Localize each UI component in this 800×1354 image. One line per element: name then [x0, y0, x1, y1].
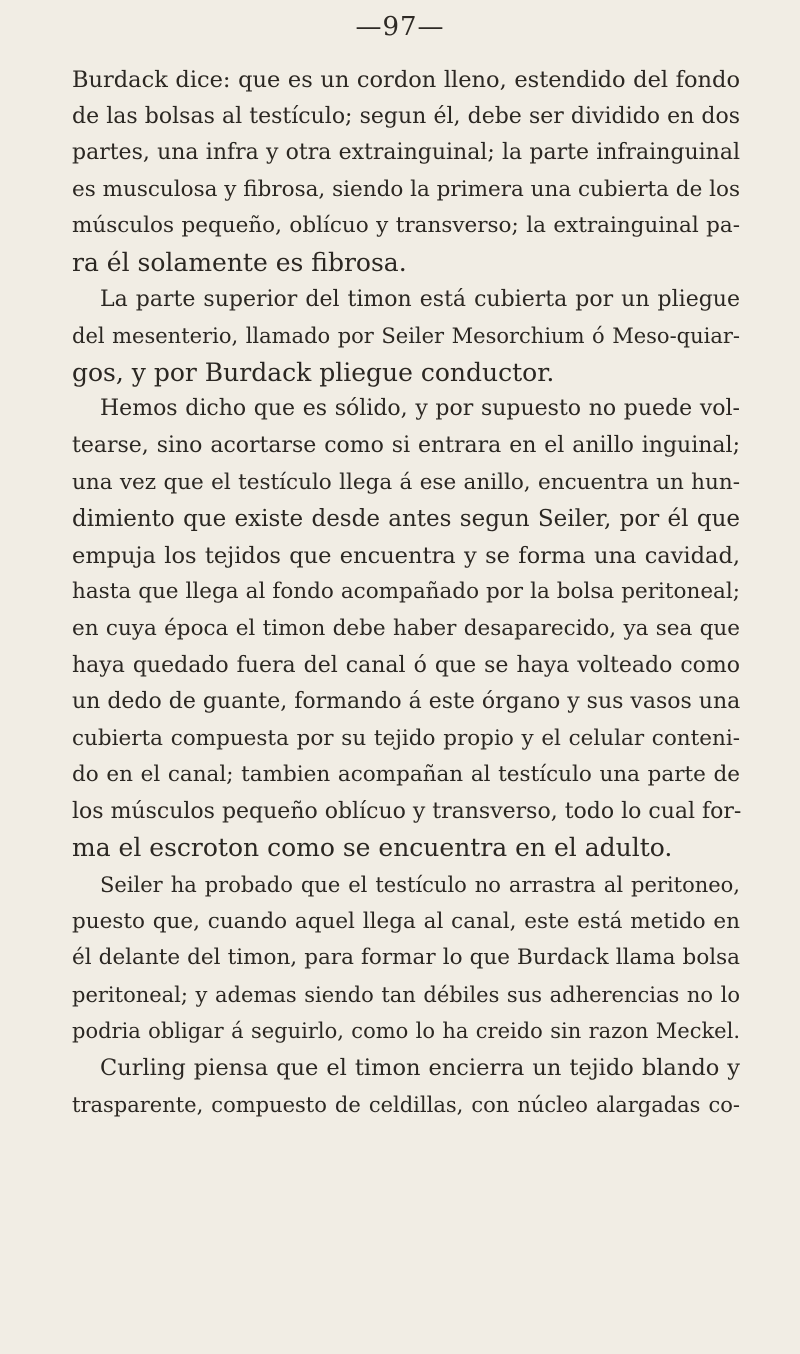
text-line: haya quedado fuera del canal ó que se haya volteado como — [72, 652, 740, 678]
text-line: hasta que llega al fondo acompañado por la bolsa peritoneal; — [72, 579, 740, 605]
text-line: él delante del timon, para formar lo que Burdack llama bolsa — [72, 945, 740, 971]
text-line: podria obligar á seguirlo, como lo ha creido sin razon Meckel. — [72, 1019, 740, 1044]
text-line: peritoneal; y ademas siendo tan débiles sus adherencias no lo — [72, 982, 740, 1007]
text-line: do en el canal; tambien acompañan al testículo una parte de — [72, 762, 740, 788]
text-line: empuja los tejidos que encuentra y se forma una cavidad, — [72, 542, 740, 569]
text-line: gos, y por Burdack pliegue conductor. — [72, 357, 555, 387]
text-line: en cuya época el timon debe haber desaparecido, ya sea que — [72, 615, 740, 641]
text-line: trasparente, compuesto de celdillas, con núcleo alargadas co- — [72, 1092, 740, 1117]
text-line: Curling piensa que el timon encierra un tejido blando y — [100, 1055, 740, 1082]
text-line: dimiento que existe desde antes segun Seiler, por él que — [72, 506, 740, 533]
text-line: Burdack dice: que es un cordon lleno, estendido del fondo — [72, 67, 740, 93]
text-line: del mesenterio, llamado por Seiler Mesorchium ó Meso-quiar- — [72, 324, 740, 349]
text-line: tearse, sino acortarse como si entrara en el anillo inguinal; — [72, 432, 740, 458]
text-line: músculos pequeño, oblícuo y transverso; la extrainguinal pa- — [72, 213, 740, 239]
text-line: Seiler ha probado que el testículo no arrastra al peritoneo, — [100, 873, 740, 898]
text-line: puesto que, cuando aquel llega al canal, este está metido en — [72, 908, 740, 934]
text-line: partes, una infra y otra extrainguinal; la parte infrainguinal — [72, 140, 740, 166]
page-number: —97— — [355, 12, 445, 42]
text-line: los músculos pequeño oblícuo y transverso, todo lo cual for- — [72, 798, 742, 824]
text-line: Hemos dicho que es sólido, y por supuesto no puede vol- — [100, 396, 740, 422]
text-line: una vez que el testículo llega á ese anillo, encuentra un hun- — [72, 469, 740, 495]
text-line: ma el escroton como se encuentra en el adulto. — [72, 833, 673, 863]
text-line: de las bolsas al testículo; segun él, debe ser dividido en dos — [72, 103, 740, 129]
text-line: cubierta compuesta por su tejido propio y el celular conteni- — [72, 725, 740, 751]
text-line: La parte superior del timon está cubierta por un pliegue — [100, 286, 740, 312]
body-text — [72, 62, 740, 1123]
text-line: un dedo de guante, formando á este órgano y sus vasos una — [72, 689, 741, 715]
text-line: ra él solamente es fibrosa. — [72, 247, 407, 277]
text-line: es musculosa y fibrosa, siendo la primera una cubierta de los — [72, 176, 740, 202]
